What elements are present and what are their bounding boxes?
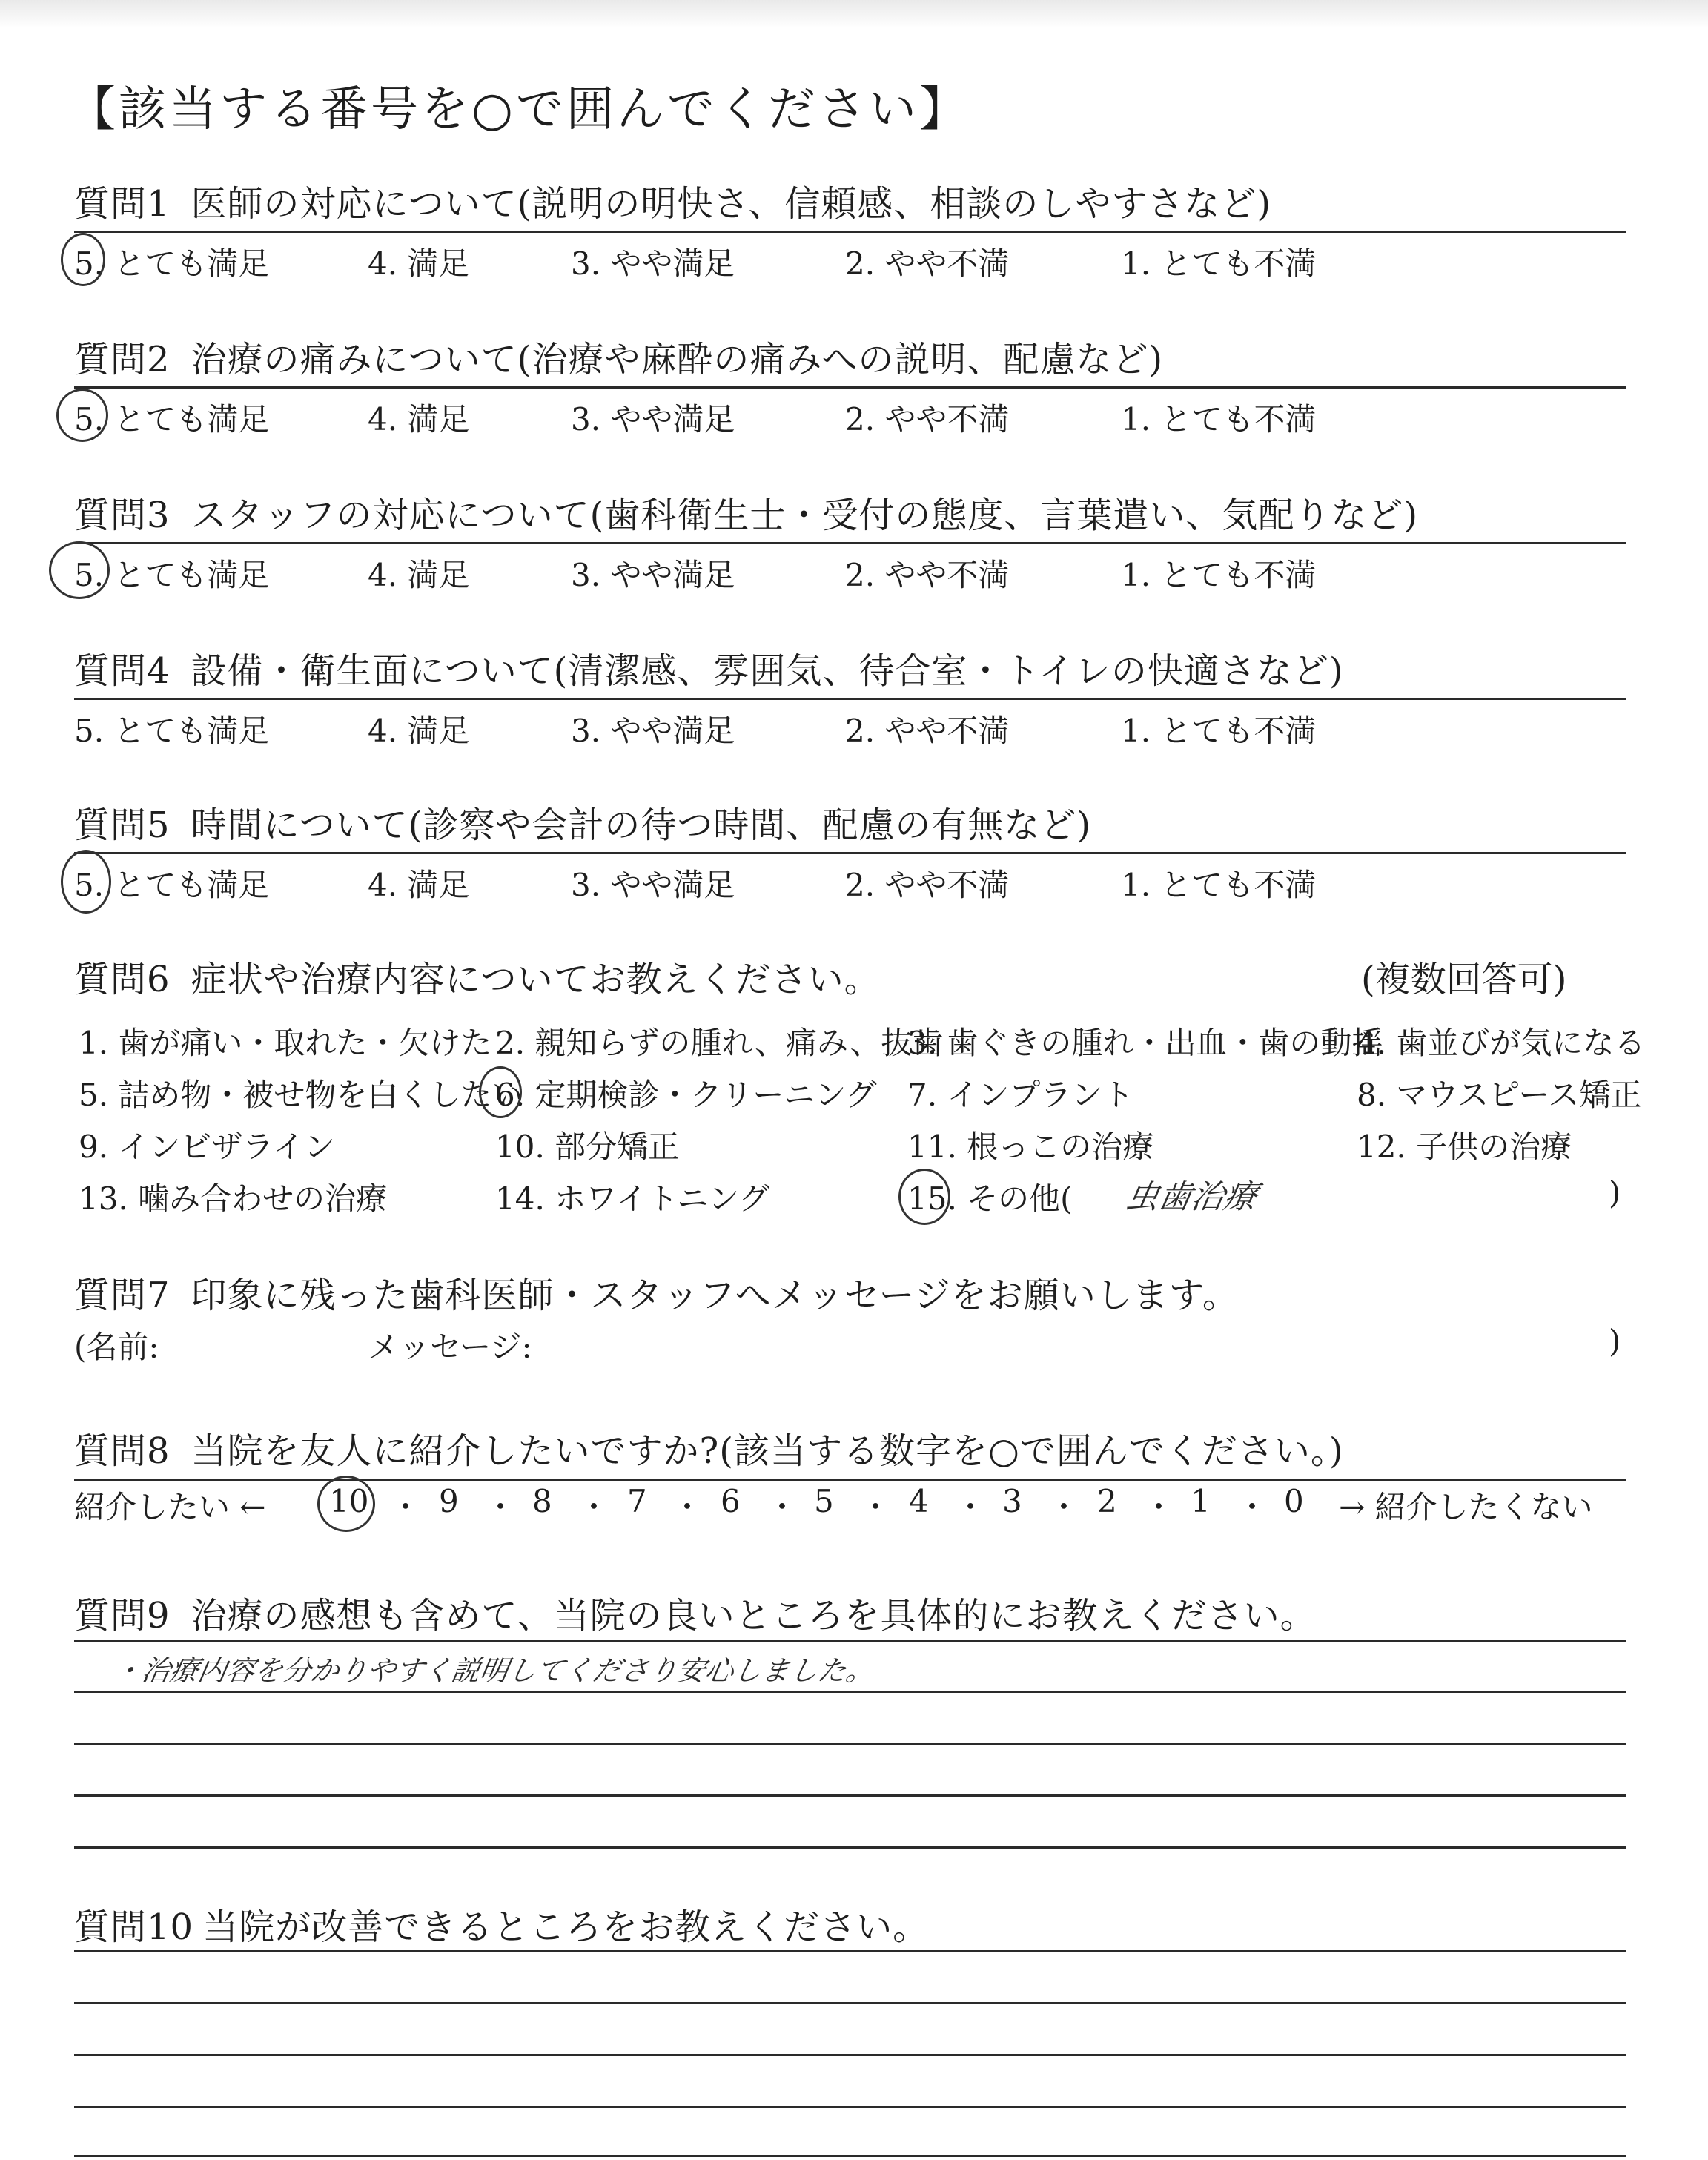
q9-handwritten-answer[interactable]: ・治療内容を分かりやすく説明してくださり安心しました。: [110, 1654, 878, 1687]
q6-option-4[interactable]: 4. 歯並びが気になる: [1357, 1025, 1646, 1061]
question-6-text: 症状や治療内容についてお教えください。: [191, 959, 881, 1000]
q5-option-2[interactable]: 2. やや不満: [845, 867, 1010, 903]
question-1-text: 医師の対応について(説明の明快さ、信頼感、相談のしやすさなど): [191, 183, 1272, 225]
scan-top-edge: [0, 0, 1708, 28]
q8-dot: ・: [578, 1489, 610, 1525]
question-7-number: 質問7: [74, 1275, 171, 1316]
q2-option-1[interactable]: 1. とても不満: [1121, 401, 1317, 437]
question-9-number: 質問9: [74, 1595, 171, 1636]
q8-scale-3[interactable]: 3: [1002, 1483, 1022, 1519]
q6-other-close-paren: ): [1609, 1175, 1621, 1211]
q6-other-handwritten-answer: 虫歯治療: [1122, 1178, 1260, 1216]
question-4-rule: [74, 698, 1626, 700]
q8-dot: ・: [955, 1489, 987, 1525]
question-2-header: [74, 331, 1163, 382]
q9-answer-line: [74, 1691, 1626, 1693]
q3-answer-circle: [49, 541, 110, 599]
question-6-header: [74, 951, 881, 1002]
question-6-number: 質問6: [74, 959, 171, 1000]
question-8-number: 質問8: [74, 1430, 171, 1472]
question-2-number: 質問2: [74, 339, 171, 380]
q1-option-4[interactable]: 4. 満足: [368, 245, 470, 282]
page-title: 【該当する番号を○で囲んでください】: [68, 82, 970, 137]
q3-option-1[interactable]: 1. とても不満: [1121, 557, 1317, 593]
q8-answer-circle: [317, 1476, 375, 1532]
question-10-text: 当院が改善できるところをお教えください。: [202, 1906, 930, 1948]
q8-scale-8[interactable]: 8: [532, 1483, 552, 1519]
q10-answer-line[interactable]: [74, 2054, 1626, 2056]
q2-option-5[interactable]: 5. とても満足: [74, 401, 270, 437]
q8-scale-2[interactable]: 2: [1097, 1483, 1117, 1519]
q6-option-10[interactable]: 10. 部分矯正: [495, 1129, 680, 1165]
q1-option-1[interactable]: 1. とても不満: [1121, 245, 1317, 282]
q6-option-3[interactable]: 3. 歯ぐきの腫れ・出血・歯の動揺: [907, 1025, 1383, 1061]
question-1-header: [74, 175, 1271, 226]
question-8-header: [74, 1422, 1344, 1473]
q6-option-9[interactable]: 9. インビザライン: [79, 1129, 336, 1165]
question-4-number: 質問4: [74, 650, 171, 692]
q1-option-2[interactable]: 2. やや不満: [845, 245, 1010, 282]
q9-answer-line: [74, 1743, 1626, 1745]
q1-answer-circle: [61, 233, 105, 286]
q8-dot: ・: [1143, 1489, 1175, 1525]
q10-answer-line[interactable]: [74, 2155, 1626, 2157]
q1-option-5[interactable]: 5. とても満足: [74, 245, 270, 282]
q5-option-3[interactable]: 3. やや満足: [571, 867, 735, 903]
question-1-rule: [74, 231, 1626, 233]
q10-answer-line[interactable]: [74, 1950, 1626, 1952]
q8-scale-9[interactable]: 9: [439, 1483, 459, 1519]
q9-answer-line: [74, 1794, 1626, 1797]
q8-dot: ・: [1237, 1489, 1268, 1525]
question-3-number: 質問3: [74, 495, 171, 536]
q2-answer-circle: [56, 389, 108, 442]
question-9-header: [74, 1587, 1317, 1638]
q2-option-4[interactable]: 4. 満足: [368, 401, 470, 437]
q6-option-7[interactable]: 7. インプラント: [907, 1077, 1134, 1113]
q6-option-11[interactable]: 11. 根っこの治療: [907, 1129, 1154, 1165]
q8-right-label: → 紹介したくない: [1339, 1489, 1593, 1525]
q5-option-1[interactable]: 1. とても不満: [1121, 867, 1317, 903]
question-5-number: 質問5: [74, 805, 171, 846]
q2-option-2[interactable]: 2. やや不満: [845, 401, 1010, 437]
q8-scale-1[interactable]: 1: [1191, 1483, 1211, 1519]
q5-option-5[interactable]: 5. とても満足: [74, 867, 270, 903]
q6-option-5[interactable]: 5. 詰め物・被せ物を白くしたい: [79, 1077, 523, 1113]
q8-scale-0[interactable]: 0: [1284, 1483, 1304, 1519]
q8-dot: ・: [390, 1489, 422, 1525]
question-7-text: 印象に残った歯科医師・スタッフへメッセージをお願いします。: [191, 1275, 1239, 1316]
q4-option-4[interactable]: 4. 満足: [368, 713, 470, 749]
question-5-text: 時間について(診察や会計の待つ時間、配慮の有無など): [191, 805, 1092, 846]
q10-answer-line[interactable]: [74, 2002, 1626, 2004]
question-8-rule: [74, 1479, 1626, 1481]
q6-option-1[interactable]: 1. 歯が痛い・取れた・欠けた: [79, 1025, 492, 1061]
question-5-header: [74, 796, 1091, 848]
q3-option-5[interactable]: 5. とても満足: [74, 557, 270, 593]
q8-dot: ・: [767, 1489, 798, 1525]
question-4-header: [74, 642, 1344, 693]
question-2-rule: [74, 386, 1626, 389]
q9-answer-line: [74, 1846, 1626, 1849]
question-5-rule: [74, 852, 1626, 854]
q6-option-2[interactable]: 2. 親知らずの腫れ、痛み、抜歯: [495, 1025, 944, 1061]
q6-option-13[interactable]: 13. 噛み合わせの治療: [79, 1180, 388, 1217]
q8-dot: ・: [485, 1489, 517, 1525]
question-3-rule: [74, 542, 1626, 544]
q4-option-5[interactable]: 5. とても満足: [74, 713, 270, 749]
q8-scale-7[interactable]: 7: [627, 1483, 647, 1519]
q4-option-1[interactable]: 1. とても不満: [1121, 713, 1317, 749]
q6-option-6[interactable]: 6. 定期検診・クリーニング: [495, 1077, 877, 1113]
question-10-number: 質問10: [74, 1906, 194, 1948]
question-2-text: 治療の痛みについて(治療や麻酔の痛みへの説明、配慮など): [191, 339, 1164, 380]
q8-scale-4[interactable]: 4: [909, 1483, 929, 1519]
q3-option-4[interactable]: 4. 満足: [368, 557, 470, 593]
q7-message-label: メッセージ:: [368, 1329, 532, 1365]
q6-option-12[interactable]: 12. 子供の治療: [1357, 1129, 1572, 1165]
q7-name-label: (名前:: [74, 1329, 159, 1365]
q10-answer-line[interactable]: [74, 2106, 1626, 2108]
q4-option-2[interactable]: 2. やや不満: [845, 713, 1010, 749]
question-3-header: [74, 486, 1418, 538]
q5-option-4[interactable]: 4. 満足: [368, 867, 470, 903]
q7-close-paren: ): [1609, 1323, 1621, 1359]
q6-option-8[interactable]: 8. マウスピース矯正: [1357, 1077, 1642, 1113]
question-7-header: [74, 1266, 1239, 1318]
q6-option-6-circle: [479, 1066, 522, 1118]
q1-option-3[interactable]: 3. やや満足: [571, 245, 735, 282]
q7-name-field[interactable]: [185, 1320, 348, 1364]
question-4-text: 設備・衛生面について(清潔感、雰囲気、待合室・トイレの快適さなど): [191, 650, 1344, 692]
question-8-text: 当院を友人に紹介したいですか?(該当する数字を○で囲んでください。): [191, 1430, 1344, 1472]
q8-scale-10[interactable]: 10: [329, 1483, 369, 1519]
q8-left-label: 紹介したい ←: [74, 1489, 266, 1525]
q5-answer-circle: [61, 850, 111, 914]
q7-message-field[interactable]: [563, 1320, 1601, 1364]
q9-answer-line: [74, 1640, 1626, 1642]
question-9-text: 治療の感想も含めて、当院の良いところを具体的にお教えください。: [191, 1595, 1317, 1636]
q2-option-3[interactable]: 3. やや満足: [571, 401, 735, 437]
q8-dot: ・: [860, 1489, 892, 1525]
q8-dot: ・: [672, 1489, 704, 1525]
q6-option-14[interactable]: 14. ホワイトニング: [495, 1180, 770, 1217]
question-3-text: スタッフの対応について(歯科衛生士・受付の態度、言葉遣い、気配りなど): [191, 495, 1419, 536]
q6-option-15[interactable]: 15. その他(: [907, 1180, 1073, 1217]
question-10-header: [74, 1898, 929, 1949]
q8-scale-6[interactable]: 6: [721, 1483, 741, 1519]
question-6-multiple-note: (複数回答可): [1361, 959, 1567, 1000]
q3-option-3[interactable]: 3. やや満足: [571, 557, 735, 593]
question-1-number: 質問1: [74, 183, 171, 225]
q8-dot: ・: [1048, 1489, 1080, 1525]
q6-option-15-circle: [898, 1169, 950, 1225]
q8-scale-5[interactable]: 5: [814, 1483, 834, 1519]
q3-option-2[interactable]: 2. やや不満: [845, 557, 1010, 593]
q4-option-3[interactable]: 3. やや満足: [571, 713, 735, 749]
